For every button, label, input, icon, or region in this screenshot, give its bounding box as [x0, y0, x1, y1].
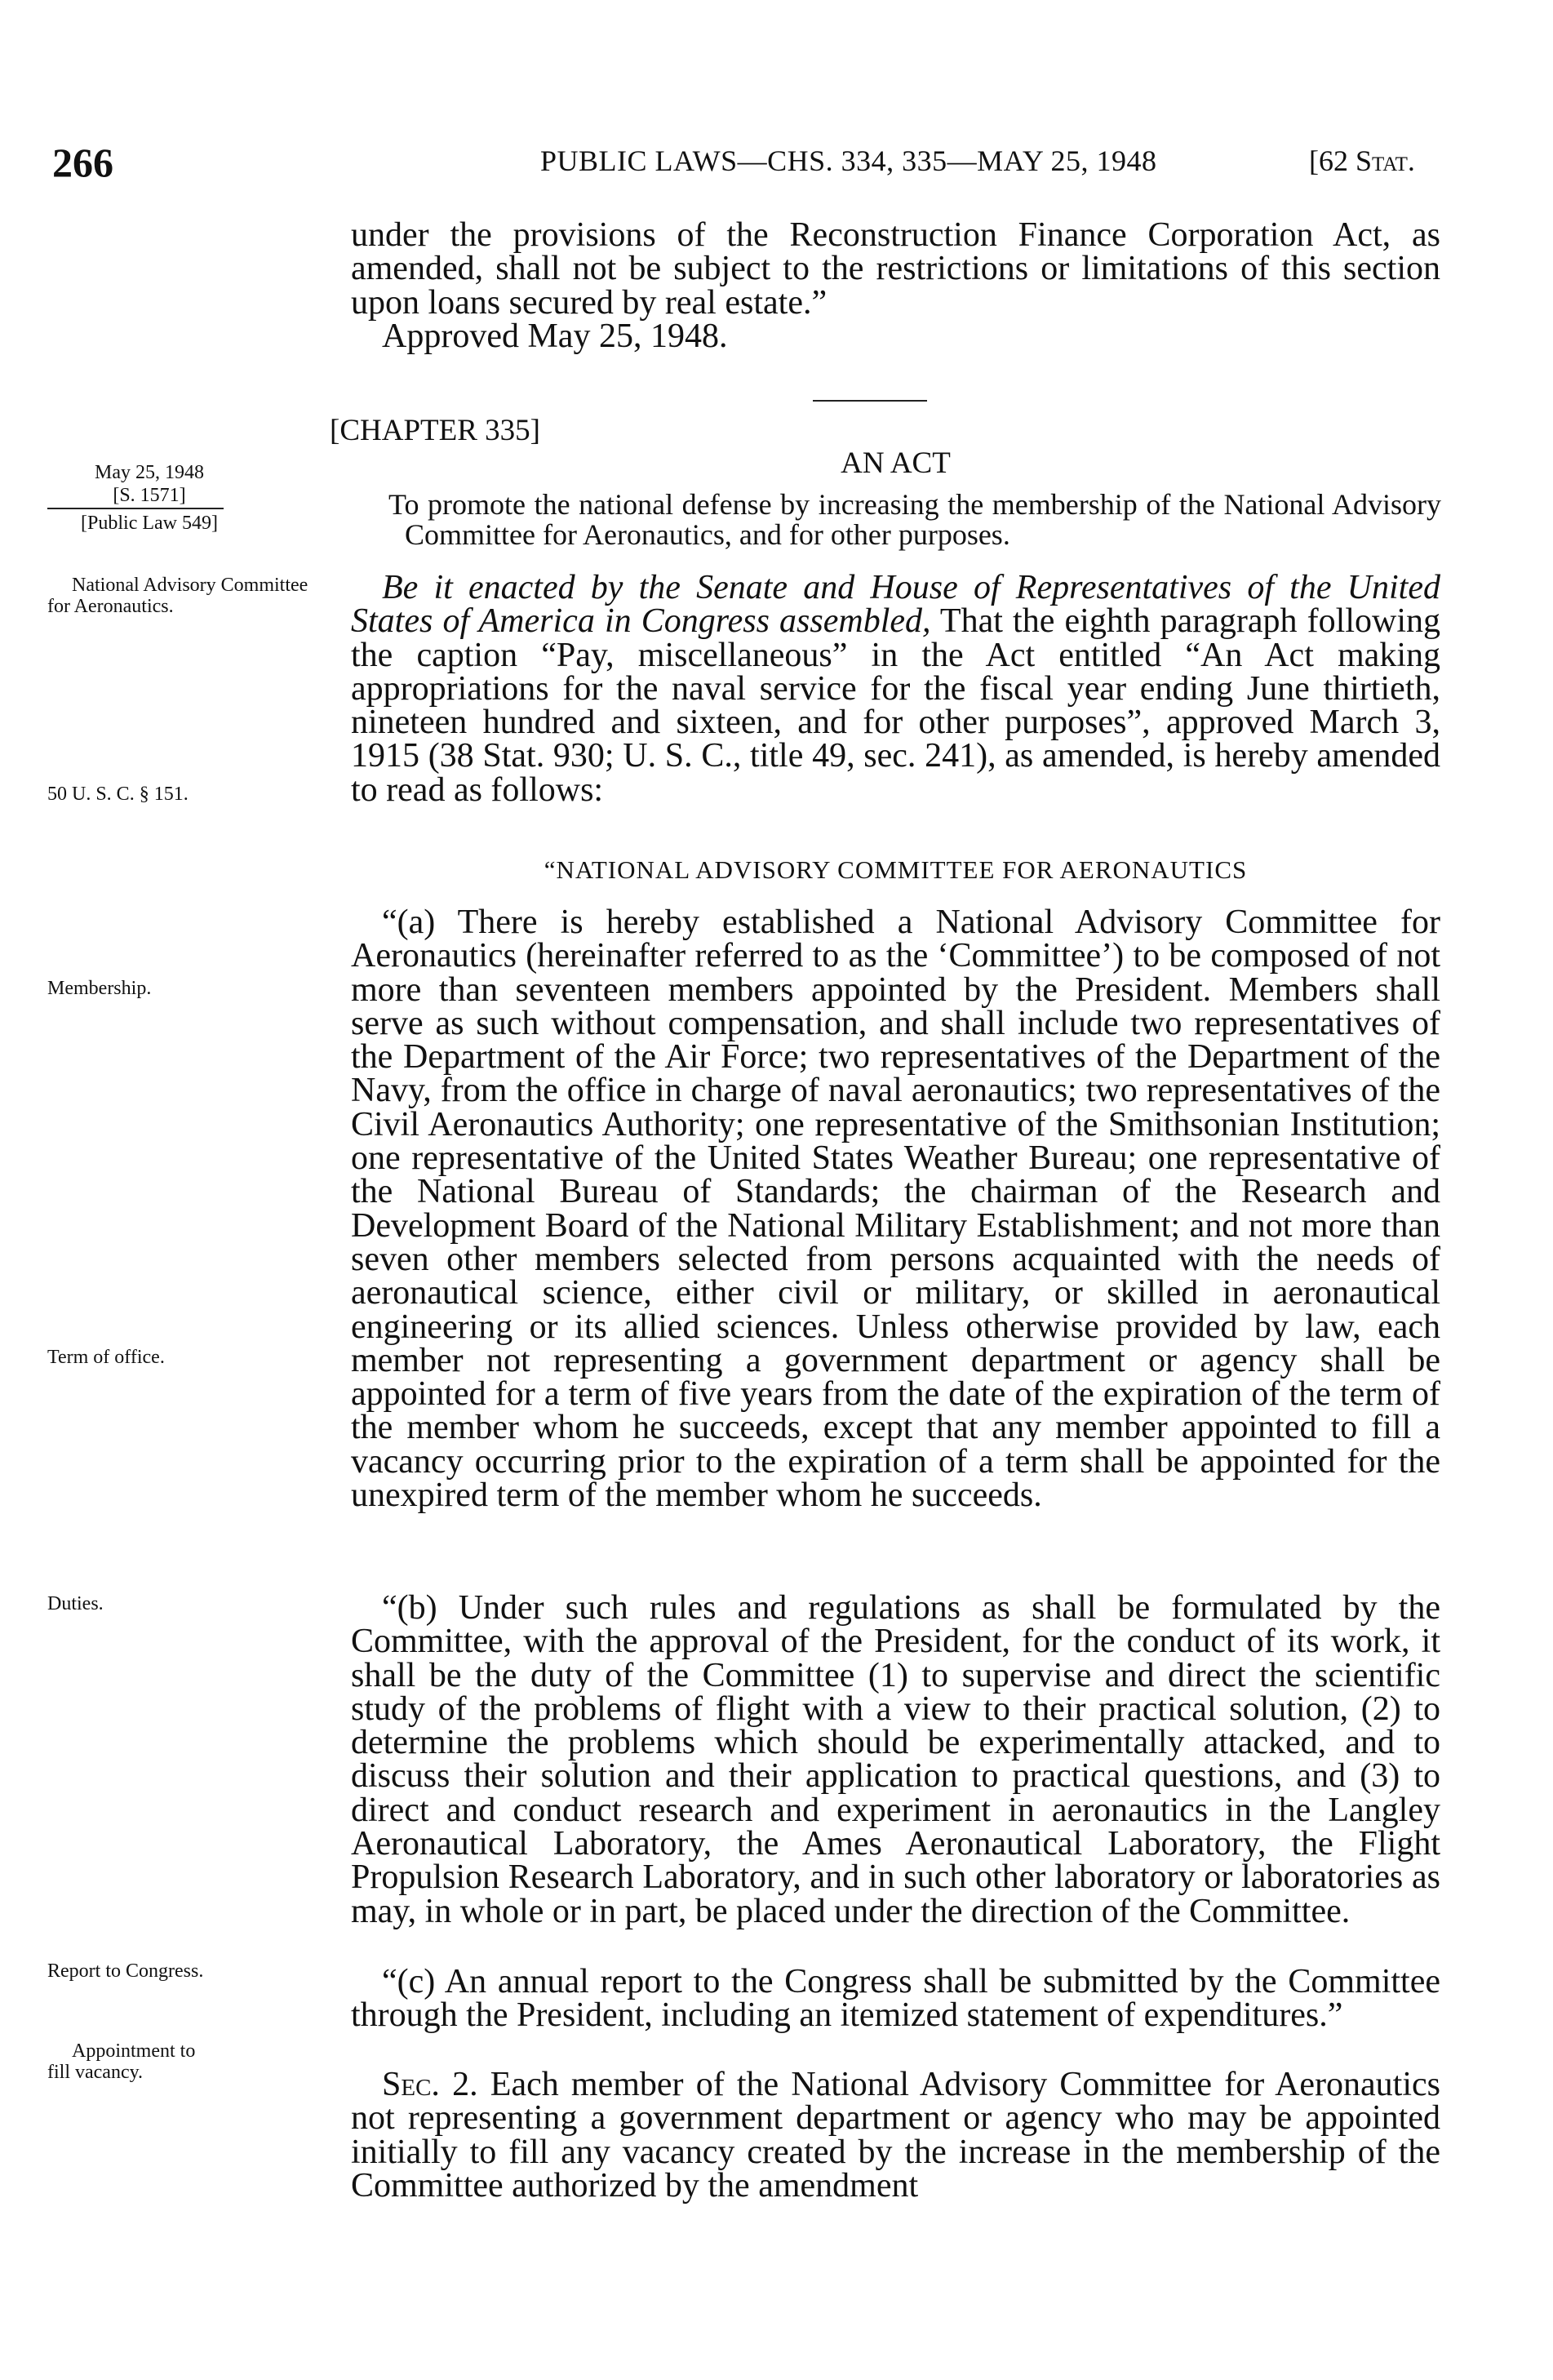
act-heading: AN ACT — [841, 446, 951, 480]
margin-public-law: [Public Law 549] — [81, 513, 218, 534]
margin-term: Term of office. — [47, 1347, 165, 1368]
statute-ref-label: Stat. — [1356, 144, 1415, 177]
margin-usc-cite: 50 U. S. C. § 151. — [47, 784, 189, 805]
paragraph-b-text: “(b) Under such rules and regulations as shall be formulated by the Committee, with the approval of the President, for the conduct of its work, it shall be the duty of the Committee (1) to supervise and direct the scientific study of the problems of flight with a view to their practical solution, (2) to determine the problems which should be experimentally attacked, and to discuss their solution and their application to practical questions, and (3) to direct and conduct research and experiment in aeronautics in the Langley Aeronautical Laboratory, the Ames Aeronautical Laboratory, the Flight Propulsion Research Laboratory, and in such other laboratory or laboratories as may, in whole or in part, be placed under the direction of the Committee. — [351, 1589, 1440, 1930]
margin-subject: National Advisory Committee for Aeronautics. — [47, 575, 308, 617]
paragraph-c — [351, 1965, 1440, 2033]
margin-rule — [47, 508, 224, 509]
running-head: PUBLIC LAWS—CHS. 334, 335—MAY 25, 1948 — [540, 144, 1157, 177]
statute-reference — [1309, 144, 1415, 178]
section-2-text: Each member of the National Advisory Committee for Aeronautics not representing a government department or agency who may be appointed initially to fill any vacancy created by the increase in the membership of the Committee authorized by the amendment — [351, 2066, 1440, 2205]
section-heading: “NATIONAL ADVISORY COMMITTEE FOR AERONAUTICS — [544, 855, 1248, 884]
enacting-formula: Be it enacted by the Senate and House of Representatives of the United States of America in Congress assembled, — [351, 569, 1440, 641]
margin-report: Report to Congress. — [47, 1960, 204, 1982]
margin-duties: Duties. — [47, 1593, 104, 1614]
paragraph-a — [351, 904, 1440, 1515]
margin-bill: [S. 1571] — [113, 485, 186, 506]
chapter-divider — [813, 400, 927, 402]
act-title: To promote the national defense by increasing the membership of the National Advisory Committee for Aeronautics, and for other purposes. — [388, 488, 1441, 551]
enacting-clause — [351, 571, 1440, 807]
paragraph-b — [351, 1589, 1440, 1930]
previous-chapter-text — [351, 216, 1440, 355]
paragraph-a-text: “(a) There is hereby established a National Advisory Committee for Aeronautics (hereinafter referred to as the ‘Committee’) to be composed of not more than seventeen members appointed by the President. Members shall serve as such without compensation, and shall include two representatives of the Department of the Air Force; two representatives of the Department of the Navy, from the office in charge of naval aeronautics; two representatives of the Civil Aeronautics Authority; one representative of the Smithsonian Institution; one representative of the United States Weather Bureau; one representative of the National Bureau of Standards; the chairman of the Research and Development Board of the National Military Establishment; and not more than seven other members selected from persons acquainted with the needs of aeronautical science, either civil or military, or skilled in aeronautical engineering or its allied sciences. Unless otherwise provided by law, each member not representing a government department or agency shall be appointed for a term of five years from the date of the expiration of the term of the member whom he succeeds, except that any member appointed to fill a vacancy occurring prior to the expiration of a term shall be appointed for the unexpired term of the member whom he succeeds. — [351, 904, 1440, 1515]
margin-appointment: Appointment to fill vacancy. — [47, 2040, 196, 2083]
page-number: 266 — [52, 140, 113, 185]
enacting-text: That the eighth paragraph following the caption “Pay, miscellaneous” in the Act entitled “An Act making appropriations for the naval service for the fiscal year ending June thirtieth, nineteen hundred and sixteen, and for other purposes”, approved March 3, 1915 (38 Stat. 930; U. S. C., title 49, sec. 241), as amended, is hereby amended to read as follows: — [351, 602, 1441, 809]
chapter-label: [CHAPTER 335] — [330, 414, 540, 447]
section-2 — [351, 2068, 1440, 2203]
closing-paragraph: under the provisions of the Reconstruction Finance Corporation Act, as amended, shall not be subject to the restrictions or limitations of this section upon loans secured by real estate.” — [351, 216, 1440, 322]
margin-date: May 25, 1948 — [95, 462, 204, 483]
section-2-label: Sec. 2. — [382, 2066, 478, 2103]
statute-ref-volume: [62 — [1309, 144, 1356, 177]
approval-line: Approved May 25, 1948. — [382, 317, 728, 355]
margin-membership: Membership. — [47, 978, 152, 999]
paragraph-c-text: “(c) An annual report to the Congress shall be submitted by the Committee through the President, including an itemized statement of expenditures.” — [351, 1963, 1440, 2035]
